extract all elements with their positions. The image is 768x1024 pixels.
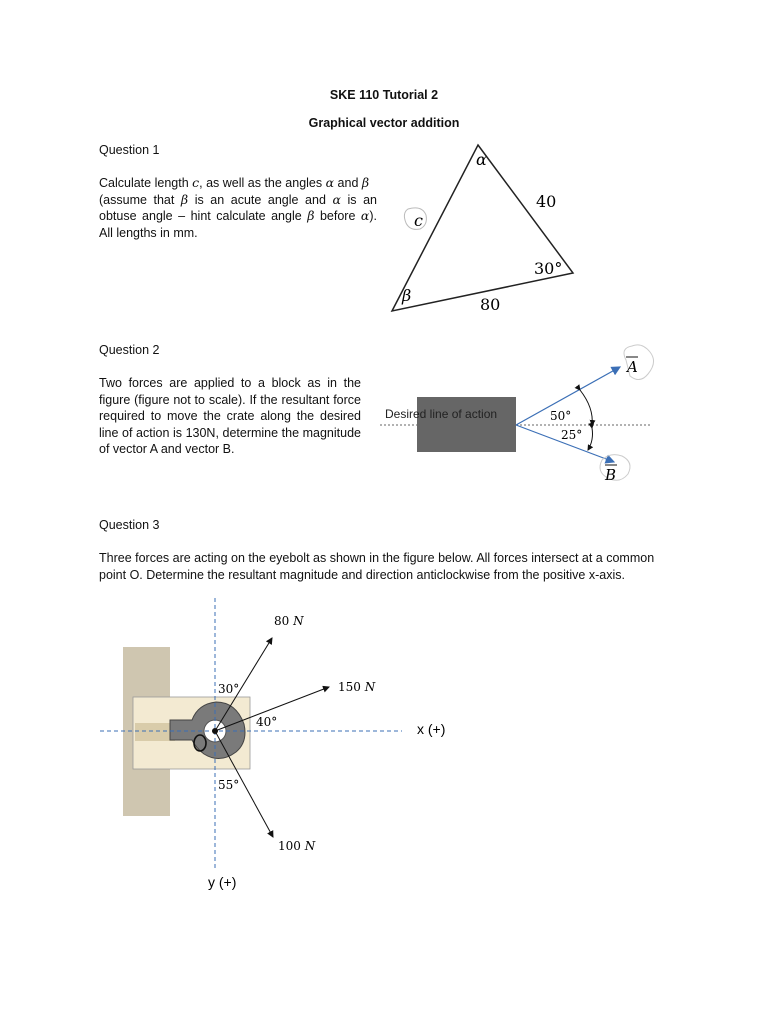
angle-arc-a [580, 390, 592, 425]
force-80n-label: 80 N [274, 614, 304, 628]
desired-line-label: Desired line of action [385, 407, 498, 421]
x-axis-label: x (+) [417, 721, 446, 737]
question-1-heading: Question 1 [99, 143, 160, 157]
question-3-heading: Question 3 [99, 518, 160, 532]
angle-55-label: 55° [218, 778, 240, 792]
triangle-figure [380, 135, 590, 325]
angle-30-label: 30° [218, 682, 240, 696]
label-30-degrees: 30° [534, 259, 563, 278]
force-150n-label: 150 N [338, 680, 376, 694]
angle-arc-b [588, 428, 593, 450]
angle-40-label: 40° [256, 715, 278, 729]
angle-50-label: 50° [550, 409, 572, 423]
label-c: c [414, 211, 423, 230]
page-subtitle: Graphical vector addition [308, 116, 460, 130]
question-1-text: Calculate length c, as well as the angles α and β (assume that β is an acute angle and α is an obtuse angle – hint calculate angle β before α). All lengths in mm. [99, 175, 377, 240]
label-alpha: α [476, 150, 487, 169]
label-beta: β [402, 286, 412, 305]
page-title: SKE 110 Tutorial 2 [329, 88, 439, 102]
vector-a-label: A [627, 358, 638, 376]
question-2-heading: Question 2 [99, 343, 160, 357]
bolt-thread [135, 723, 175, 741]
force-100n-label: 100 N [278, 839, 316, 853]
label-80: 80 [480, 295, 501, 314]
label-40: 40 [536, 192, 557, 211]
block-forces-figure [380, 340, 670, 490]
angle-25-label: 25° [561, 428, 583, 442]
question-2-text: Two forces are applied to a block as in the figure (figure not to scale). If the resultant force required to move the crate along the desired line of action is 130N, determine the magnitude of vector A and vector B. [99, 376, 361, 456]
question-3-text: Three forces are acting on the eyebolt as shown in the figure below. All forces intersect at a common point O. Determine the resultant magnitude and direction anticlockwise from the positive x-axis. [99, 551, 655, 582]
vector-b-label: B [605, 466, 617, 484]
y-axis-label: y (+) [208, 874, 237, 890]
eyebolt-figure [90, 590, 470, 900]
